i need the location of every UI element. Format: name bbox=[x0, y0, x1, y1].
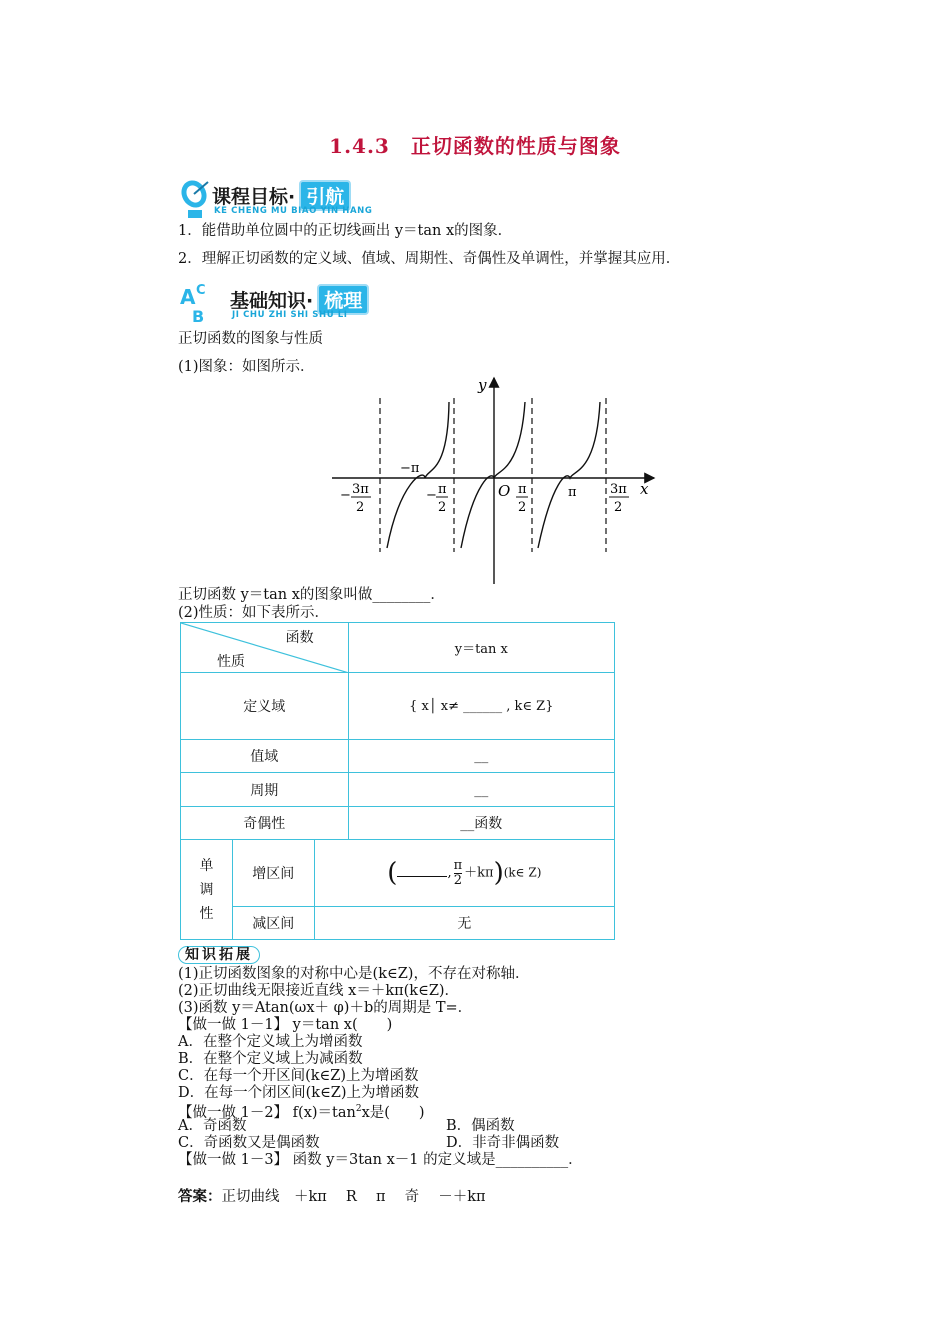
exercise-1-1-option-b: B．在整个定义域上为减函数 bbox=[178, 1051, 363, 1067]
corner-function-label: 函数 bbox=[285, 630, 314, 646]
banner-tag: 引航 bbox=[299, 180, 351, 211]
tan-branch bbox=[461, 402, 525, 548]
minus-sign: − bbox=[340, 488, 351, 503]
parity-value: __函数 bbox=[348, 807, 614, 840]
minus-sign: − bbox=[426, 488, 437, 503]
tick-neg-pi2-den: 2 bbox=[438, 500, 447, 515]
tick-3pi2-num: 3π bbox=[610, 482, 627, 497]
exercise-1-2-option-c: C．奇函数又是偶函数 bbox=[178, 1135, 320, 1151]
exercise-1-1-option-a: A．在整个定义域上为增函数 bbox=[178, 1034, 363, 1050]
properties-table bbox=[180, 622, 615, 940]
banner-subtitle: JI CHU ZHI SHI SHU LI bbox=[232, 310, 348, 320]
graph-caption: 正切函数 y＝tan x的图象叫做________． bbox=[178, 587, 445, 603]
origin-label: O bbox=[498, 482, 511, 500]
tangent-graph bbox=[320, 372, 660, 588]
pi-label: π bbox=[568, 485, 577, 500]
answer-line bbox=[178, 1188, 486, 1206]
basic-knowledge-banner: A C B 基础知识· 梳理 JI CHU ZHI SHI SHU LI bbox=[178, 280, 408, 324]
page-title: 1.4.3 正切函数的性质与图象 bbox=[329, 134, 621, 158]
increasing-interval-label: 增区间 bbox=[232, 840, 314, 907]
goal-1: 1．能借助单位圆中的正切线画出 y＝tan x的图象． bbox=[178, 223, 513, 239]
tick-neg-3pi2-den: 2 bbox=[356, 500, 365, 515]
svg-text:A: A bbox=[180, 285, 196, 309]
tick-3pi2-den: 2 bbox=[614, 500, 623, 515]
banner-tag: 梳理 bbox=[317, 284, 369, 315]
exercise-1-1-option-c: C．在每一个开区间(k∈Z)上为增函数 bbox=[178, 1068, 419, 1084]
exercise-1-1-question: 【做一做 1－1】 y＝tan x( ) bbox=[178, 1017, 393, 1033]
period-label: 周期 bbox=[181, 773, 349, 807]
decreasing-interval-label: 减区间 bbox=[232, 907, 314, 940]
y-axis-label: y bbox=[478, 376, 487, 394]
diagonal-divider bbox=[181, 623, 349, 673]
answer-text: 正切曲线 ＋kπ R π 奇 －＋kπ bbox=[221, 1189, 486, 1205]
banner-title: 基础知识 bbox=[230, 290, 307, 312]
knowledge-expansion-tag: 知识拓展 bbox=[178, 944, 260, 964]
exercise-1-2-option-d: D．非奇非偶函数 bbox=[446, 1135, 560, 1151]
goal-2: 2．理解正切函数的定义域、值域、周期性、奇偶性及单调性，并掌握其应用． bbox=[178, 251, 681, 267]
tick-neg-pi2-num: π bbox=[438, 482, 447, 497]
expansion-line-3: (3)函数 y＝Atan(ωx＋ φ)＋b的周期是 T=． bbox=[178, 1000, 473, 1016]
expansion-line-2: (2)正切曲线无限接近直线 x＝＋kπ(k∈Z)． bbox=[178, 983, 460, 999]
x-axis-label: x bbox=[640, 480, 649, 498]
increasing-interval-value: ( , $\frac{\pi}{2}$ ＋kπ)(k∈ Z) bbox=[314, 840, 614, 907]
graph-intro: (1)图象：如图所示． bbox=[178, 359, 315, 375]
corner-property-label: 性质 bbox=[217, 654, 245, 670]
period-value: __ bbox=[348, 773, 614, 807]
exercise-1-1-option-d: D．在每一个闭区间(k∈Z)上为增函数 bbox=[178, 1085, 420, 1101]
exercise-1-3-question: 【做一做 1－3】 函数 y＝3tan x－1 的定义域是__________． bbox=[178, 1152, 583, 1168]
domain-value: { x│ x≠ ______ , k∈ Z} bbox=[348, 673, 614, 740]
expansion-line-1: (1)正切函数图象的对称中心是(k∈Z)，不存在对称轴． bbox=[178, 966, 530, 982]
parity-label: 奇偶性 bbox=[181, 807, 349, 840]
decreasing-interval-value: 无 bbox=[314, 907, 614, 940]
course-goals-banner: 课程目标· 引航 KE CHENG MU BIAO YIN HANG bbox=[178, 176, 388, 220]
tan-branch bbox=[538, 402, 600, 548]
exercise-1-2-option-a: A．奇函数 bbox=[178, 1118, 247, 1134]
props-intro: (2)性质：如下表所示． bbox=[178, 605, 330, 621]
tick-neg-3pi2-num: 3π bbox=[352, 482, 369, 497]
banner-title: 课程目标 bbox=[212, 186, 289, 208]
function-header: y＝tan x bbox=[348, 623, 614, 673]
svg-text:B: B bbox=[192, 307, 205, 326]
abc-letters-icon bbox=[178, 280, 224, 326]
section-heading: 正切函数的图象与性质 bbox=[178, 331, 323, 347]
exercise-1-2-option-b: B．偶函数 bbox=[446, 1118, 515, 1134]
range-value: __ bbox=[348, 740, 614, 773]
domain-label: 定义域 bbox=[181, 673, 349, 740]
tick-pi2-den: 2 bbox=[518, 500, 527, 515]
tick-pi2-num: π bbox=[518, 482, 527, 497]
answer-label: 答案： bbox=[178, 1189, 222, 1205]
svg-text:C: C bbox=[196, 283, 206, 298]
table-corner-cell bbox=[181, 623, 349, 673]
range-label: 值域 bbox=[181, 740, 349, 773]
banner-subtitle: KE CHENG MU BIAO YIN HANG bbox=[214, 206, 373, 216]
exercise-1-2-question: 【做一做 1－2】 $f(x)=\tan^2x$是( ) bbox=[178, 1104, 425, 1121]
monotonicity-label: 单 调 性 bbox=[181, 840, 233, 940]
neg-pi-label: −π bbox=[400, 461, 420, 476]
